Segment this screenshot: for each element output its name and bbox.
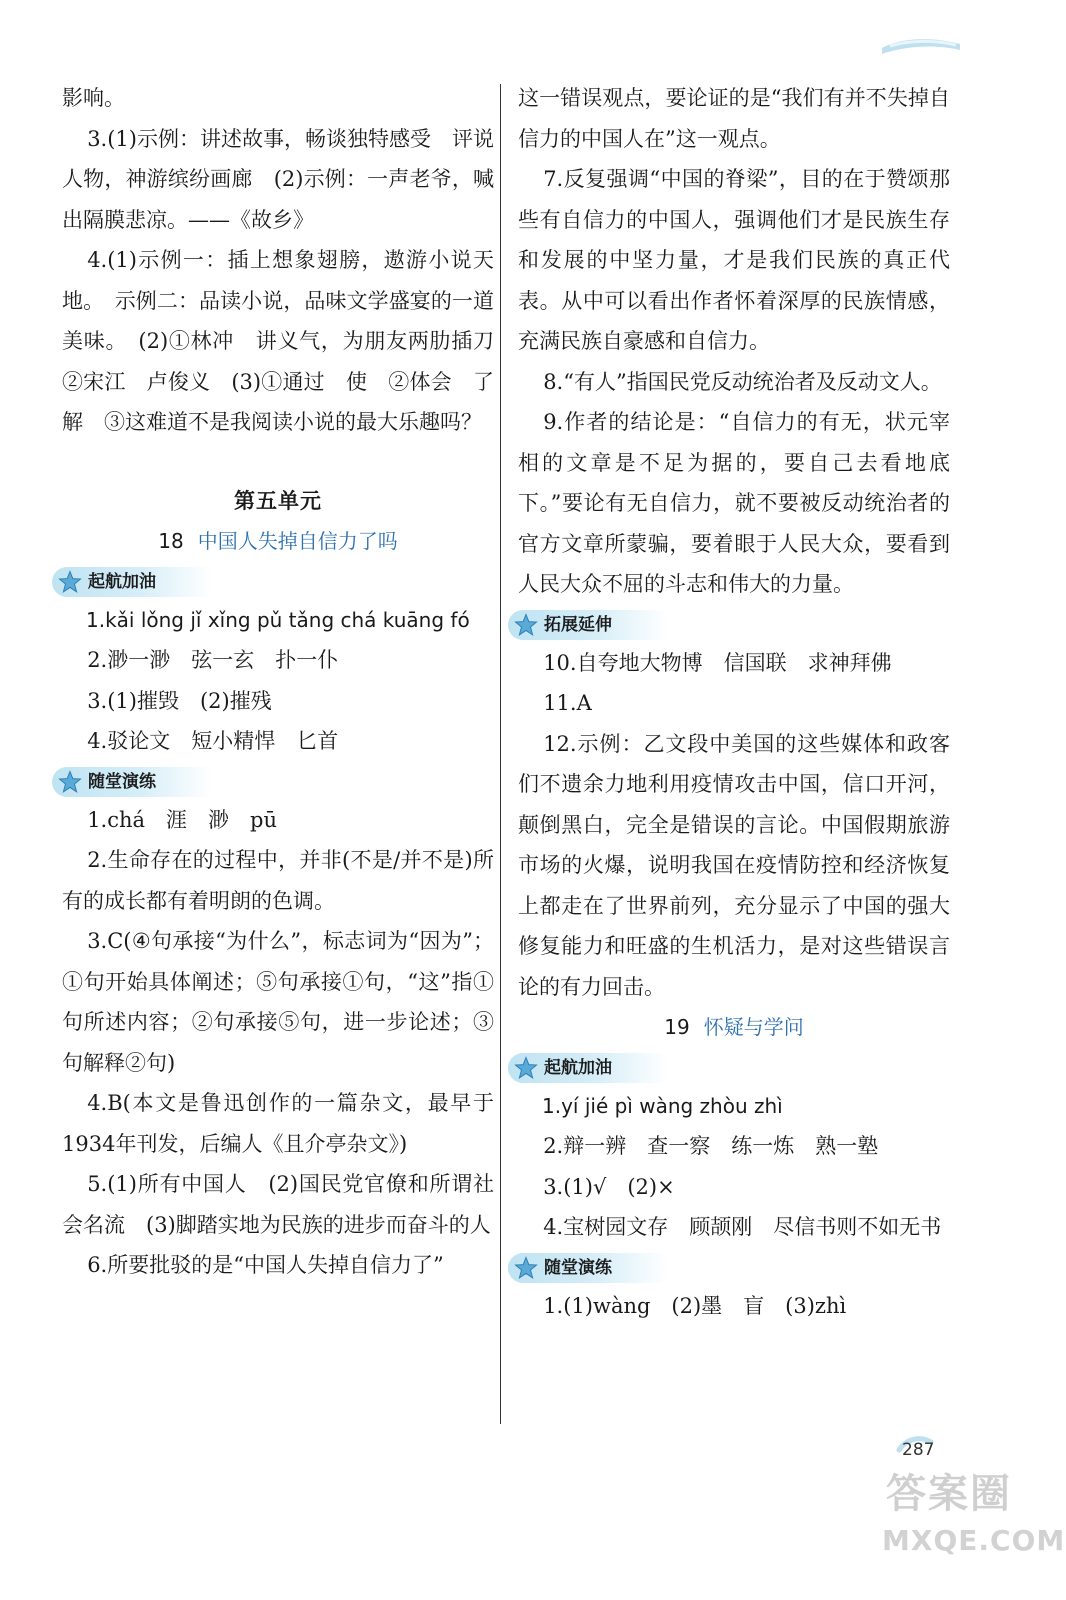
answer-10: 10.自夸地大物博 信国联 求神拜佛 — [543, 650, 892, 675]
section-label: 拓展延伸 — [544, 614, 612, 635]
lesson-title: 怀疑与学问 — [703, 1015, 804, 1039]
section-header-suitang — [508, 1253, 668, 1283]
answer-2: 2.辩一辨 查一察 练一炼 熟一塾 — [543, 1134, 879, 1158]
watermark-url: MXQE.COM — [882, 1524, 1066, 1557]
answer-4: 4.B(本文是鲁迅创作的一篇杂文，最早于1934年刊发，后编人《且介亭杂文》) — [62, 1091, 494, 1156]
section-label: 起航加油 — [544, 1057, 612, 1078]
answer-pinyin: 1.kǎi lǒng jǐ xǐng pǔ tǎng chá kuāng fó — [86, 607, 470, 632]
answer-11: 11.A — [543, 691, 592, 715]
lesson-19-heading — [518, 1007, 950, 1048]
answer-6: 6.所要批驳的是“中国人失掉自信力了” — [87, 1253, 444, 1277]
right-column — [518, 78, 950, 1326]
answer-9: 9.作者的结论是：“自信力的有无，状元宰相的文章是不足为据的，要自己去看地底下。”要论有无自信力，就不要被反动统治者的官方文章所蒙骗，要着眼于人民大众，要看到人民大众不屈的斗志和伟大的力量。 — [518, 410, 950, 596]
section-label: 随堂演练 — [544, 1257, 612, 1278]
answer-2: 2.生命存在的过程中，并非(不是/并不是)所有的成长都有着明朗的色调。 — [62, 848, 494, 913]
star-icon — [58, 770, 82, 794]
answer-5: 5.(1)所有中国人 (2)国民党官僚和所谓社会名流 (3)脚踏实地为民族的进步而奋斗的人 — [62, 1172, 494, 1237]
lesson-18-heading — [62, 521, 494, 562]
answer-4: 4.(1)示例一：插上想象翅膀，遨游小说天地。 示例二：品读小说，品味文学盛宴的一道美味。 (2)①林冲 讲义气，为朋友两肋插刀 ②宋江 卢俊义 (3)①通过 使 ②体会 了解 ③这难道不是我阅读小说的最大乐趣吗？ — [62, 248, 515, 434]
answer-12: 12.示例：乙文段中美国的这些媒体和政客们不遗余力地利用疫情攻击中国，信口开河，颠倒黑白，完全是错误的言论。中国假期旅游市场的火爆，说明我国在疫情防控和经济恢复上都走在了世界前列，充分显示了中国的强大修复能力和旺盛的生机活力，是对这些错误言论的有力回击。 — [518, 731, 950, 999]
answer-3: 3.(1)√ (2)× — [543, 1174, 675, 1199]
star-icon — [514, 613, 538, 637]
section-header-suitang — [52, 767, 212, 797]
star-icon — [514, 1256, 538, 1280]
answer-pinyin: 1.yí jié pì wàng zhòu zhì — [542, 1093, 783, 1118]
lesson-title: 中国人失掉自信力了吗 — [197, 529, 398, 553]
answer-7: 7.反复强调“中国的脊梁”，目的在于赞颂那些有自信力的中国人，强调他们才是民族生存和发展的中坚力量，才是我们民族的真正代表。从中可以看出作者怀着深厚的民族情感，充满民族自豪感和自信力。 — [518, 167, 950, 353]
answer-6-continued: 这一错误观点，要论证的是“我们有并不失掉自信力的中国人在”这一观点。 — [518, 86, 950, 151]
section-header-qihang — [52, 567, 212, 597]
section-header-tuozhan — [508, 610, 668, 640]
section-header-qihang — [508, 1053, 668, 1083]
section-label: 起航加油 — [88, 571, 156, 592]
answer-2: 2.渺一渺 弦一玄 扑一仆 — [87, 648, 339, 672]
answer-text: 影响。 — [62, 86, 125, 110]
answer-4: 4.宝树园文存 顾颉刚 尽信书则不如无书 — [543, 1215, 942, 1239]
left-column — [62, 78, 515, 1286]
answer-8: 8.“有人”指国民党反动统治者及反动文人。 — [543, 369, 942, 394]
header-decoration-swoosh — [880, 34, 962, 56]
answer-1: 1.chá 涯 渺 pū — [87, 807, 277, 832]
answer-3: 3.(1)摧毁 (2)摧残 — [87, 688, 272, 713]
column-divider — [500, 84, 501, 1424]
star-icon — [58, 570, 82, 594]
unit-title: 第五单元 — [234, 487, 322, 513]
answer-3: 3.(1)示例：讲述故事，畅谈独特感受 评说人物，神游缤纷画廊 (2)示例：一声老爷，喊出隔膜悲凉。——《故乡》 — [62, 126, 494, 232]
answer-3: 3.C(④句承接“为什么”，标志词为“因为”；①句开始具体阐述；⑤句承接①句，“这”指①句所述内容；②句承接⑤句，进一步论述；③句解释②句) — [62, 929, 494, 1075]
page-number: 287 — [902, 1440, 935, 1460]
answer-1: 1.(1)wàng (2)墨 盲 (3)zhì — [543, 1293, 847, 1318]
watermark-text: 答案圈 — [886, 1471, 1012, 1517]
lesson-number: 18 — [158, 529, 184, 553]
section-label: 随堂演练 — [88, 771, 156, 792]
star-icon — [514, 1056, 538, 1080]
answer-4: 4.驳论文 短小精悍 匕首 — [87, 729, 339, 753]
lesson-number: 19 — [664, 1015, 690, 1039]
watermark-logo — [882, 1462, 1066, 1572]
